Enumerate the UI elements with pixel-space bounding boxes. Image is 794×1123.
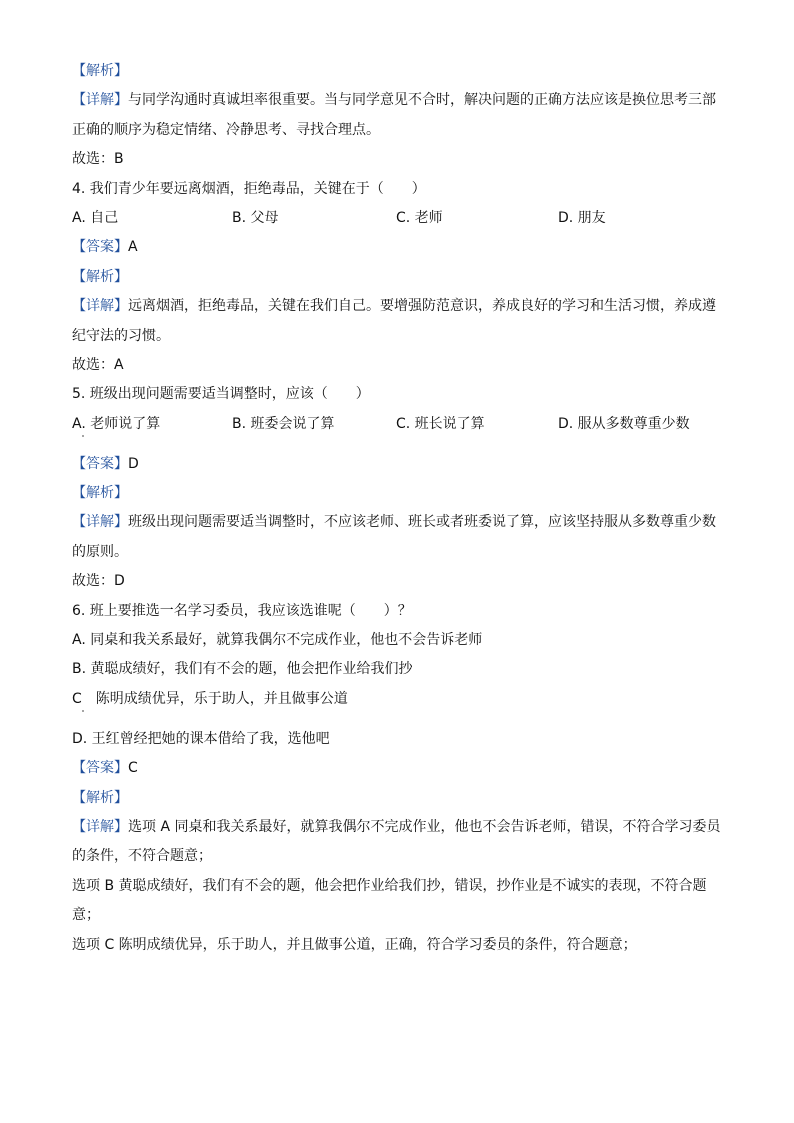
analysis-label: 【解析】 bbox=[72, 485, 128, 502]
detail-label: 【详解】 bbox=[72, 298, 128, 315]
detail-label: 【详解】 bbox=[72, 92, 128, 109]
option-b bbox=[72, 660, 722, 678]
detail-text: 班级出现问题需要适当调整时，不应该老师、班长或者班委说了算，应该坚持服从多数尊重少数 bbox=[128, 514, 716, 531]
analysis-label: 【解析】 bbox=[72, 268, 128, 285]
options-row bbox=[72, 209, 722, 227]
option-c bbox=[72, 690, 722, 708]
option-c: C. 班长说了算 bbox=[396, 415, 485, 432]
answer-value: D bbox=[128, 455, 139, 472]
question-5-stem: 5. 班级出现问题需要适当调整时，应该（ ） bbox=[72, 386, 370, 403]
detail-line bbox=[72, 91, 722, 109]
detail-label: 【详解】 bbox=[72, 514, 128, 531]
option-a-text: A. 同桌和我关系最好，就算我偶尔不完成作业，他也不会告诉老师 bbox=[72, 632, 483, 649]
detail-line-continued bbox=[72, 327, 722, 345]
analysis-heading bbox=[72, 789, 722, 807]
answer-line bbox=[72, 455, 722, 473]
analysis-heading bbox=[72, 484, 722, 502]
option-d: D. 朋友 bbox=[558, 209, 606, 226]
option-b-text: B. 黄聪成绩好，我们有不会的题，他会把作业给我们抄 bbox=[72, 661, 413, 678]
choice-line bbox=[72, 356, 722, 374]
choice-text: 故选：A bbox=[72, 356, 124, 373]
option-b: B. 父母 bbox=[232, 209, 279, 226]
answer-line bbox=[72, 759, 722, 777]
detail-text: 远离烟酒，拒绝毒品，关键在我们自己。要增强防范意识，养成良好的学习和生活习惯，养成遵 bbox=[128, 298, 716, 315]
answer-label: 【答案】 bbox=[72, 239, 128, 256]
options-row bbox=[72, 415, 722, 433]
answer-line bbox=[72, 238, 722, 256]
choice-text: 故选：B bbox=[72, 151, 124, 168]
answer-label: 【答案】 bbox=[72, 760, 128, 777]
detail-text: 的条件，不符合题意； bbox=[72, 848, 212, 865]
document-page bbox=[72, 62, 722, 965]
question-4-stem: 4. 我们青少年要远离烟酒，拒绝毒品，关键在于（ ） bbox=[72, 180, 426, 197]
question-stem bbox=[72, 180, 722, 198]
option-a bbox=[72, 631, 722, 649]
choice-line bbox=[72, 150, 722, 168]
option-d-text: D. 王红曾经把她的课本借给了我，选他吧 bbox=[72, 730, 330, 747]
answer-value: C bbox=[128, 760, 138, 777]
detail-text: 选项 A 同桌和我关系最好，就算我偶尔不完成作业，他也不会告诉老师，错误，不符合学习委员 bbox=[128, 818, 721, 835]
choice-line bbox=[72, 572, 722, 590]
detail-line-continued bbox=[72, 847, 722, 865]
analysis-label: 【解析】 bbox=[72, 63, 128, 79]
detail-label: 【详解】 bbox=[72, 818, 128, 835]
detail-line bbox=[72, 513, 722, 531]
option-d bbox=[72, 730, 722, 748]
detail-text: 意； bbox=[72, 907, 100, 924]
question-stem bbox=[72, 602, 722, 620]
stray-dot bbox=[82, 710, 84, 712]
option-c-text: C 陈明成绩优异，乐于助人，并且做事公道 bbox=[72, 690, 348, 707]
choice-text: 故选：D bbox=[72, 573, 125, 590]
question-6-stem: 6. 班上要推选一名学习委员，我应该选谁呢（ ）？ bbox=[72, 602, 412, 619]
option-a: A. 自己 bbox=[72, 209, 119, 226]
answer-value: A bbox=[128, 239, 138, 256]
detail-text: 正确的顺序为稳定情绪、冷静思考、寻找合理点。 bbox=[72, 121, 380, 138]
analysis-heading bbox=[72, 268, 722, 286]
detail-line-continued bbox=[72, 543, 722, 561]
detail-line-continued bbox=[72, 121, 722, 139]
option-d: D. 服从多数尊重少数 bbox=[558, 415, 690, 432]
detail-line-continued bbox=[72, 906, 722, 924]
detail-text: 纪守法的习惯。 bbox=[72, 327, 170, 344]
detail-text: 选项 C 陈明成绩优异，乐于助人，并且做事公道，正确，符合学习委员的条件，符合题意； bbox=[72, 936, 637, 953]
detail-text: 的原则。 bbox=[72, 543, 128, 560]
analysis-label: 【解析】 bbox=[72, 789, 128, 806]
detail-text: 选项 B 黄聪成绩好，我们有不会的题，他会把作业给我们抄，错误，抄作业是不诚实的表现，不符合题 bbox=[72, 877, 707, 894]
stray-dot bbox=[82, 435, 84, 437]
detail-line-option-c bbox=[72, 936, 722, 954]
answer-label: 【答案】 bbox=[72, 455, 128, 472]
option-c: C. 老师 bbox=[396, 209, 443, 226]
detail-line bbox=[72, 818, 722, 836]
analysis-heading bbox=[72, 62, 722, 80]
detail-text: 与同学沟通时真诚坦率很重要。当与同学意见不合时，解决问题的正确方法应该是换位思考三部 bbox=[128, 92, 716, 109]
detail-line bbox=[72, 297, 722, 315]
option-a: A. 老师说了算 bbox=[72, 415, 161, 432]
detail-line-option-b bbox=[72, 877, 722, 895]
question-stem bbox=[72, 385, 722, 403]
option-b: B. 班委会说了算 bbox=[232, 415, 335, 432]
